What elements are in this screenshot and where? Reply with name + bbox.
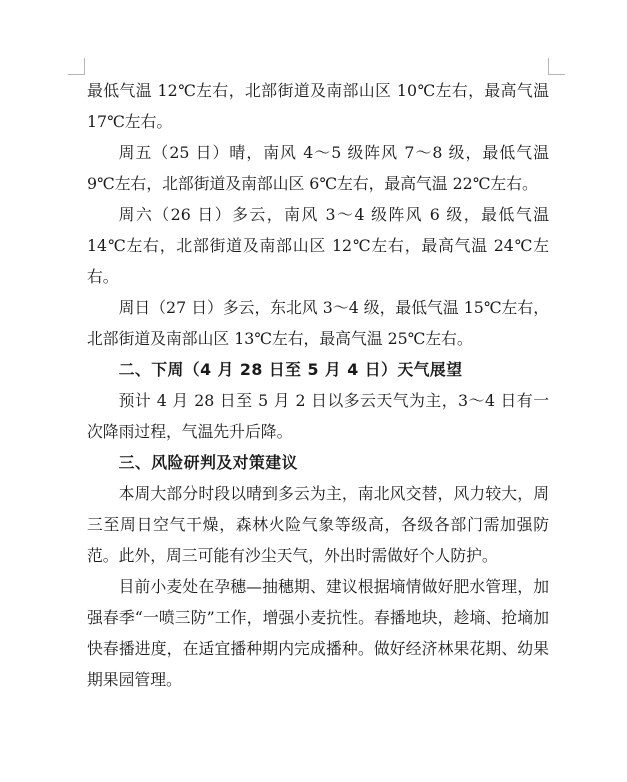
section-heading-risk: 三、风险研判及对策建议	[118, 453, 298, 472]
margin-corner-mark	[68, 58, 85, 75]
paragraph-saturday: 周六（26 日）多云，南风 3～4 级阵风 6 级，最低气温 14℃左右，北部街道及南部山区 12℃左右，最高气温 24℃左右。	[87, 205, 549, 286]
paragraph-friday: 周五（25 日）晴，南风 4～5 级阵风 7～8 级，最低气温 9℃左右，北部街道及南部山区 6℃左右，最高气温 22℃左右。	[87, 143, 549, 193]
paragraph-agriculture-advice: 目前小麦处在孕穗—抽穗期、建议根据墒情做好肥水管理，加强春季“一喷三防”工作，增强小麦抗性。春播地块，趁墒、抢墒加快春播进度，在适宜播种期内完成播种。做好经济林果花期、幼果期果园管理。	[87, 577, 549, 689]
document-body[interactable]	[87, 75, 549, 695]
paragraph-next-week-outlook: 预计 4 月 28 日至 5 月 2 日以多云天气为主，3～4 日有一次降雨过程，气温先升后降。	[87, 391, 549, 441]
paragraph-risk-assessment: 本周大部分时段以晴到多云为主，南北风交替，风力较大，周三至周日空气干燥，森林火险气象等级高，各级各部门需加强防范。此外，周三可能有沙尘天气，外出时需做好个人防护。	[87, 484, 549, 565]
section-heading-next-week: 二、下周（4 月 28 日至 5 月 4 日）天气展望	[118, 360, 463, 379]
paragraph-sunday: 周日（27 日）多云，东北风 3～4 级，最低气温 15℃左右，北部街道及南部山区 13℃左右，最高气温 25℃左右。	[87, 298, 549, 348]
paragraph-thursday-continued: 最低气温 12℃左右，北部街道及南部山区 10℃左右，最高气温 17℃左右。	[87, 81, 549, 131]
margin-corner-mark	[548, 58, 565, 75]
